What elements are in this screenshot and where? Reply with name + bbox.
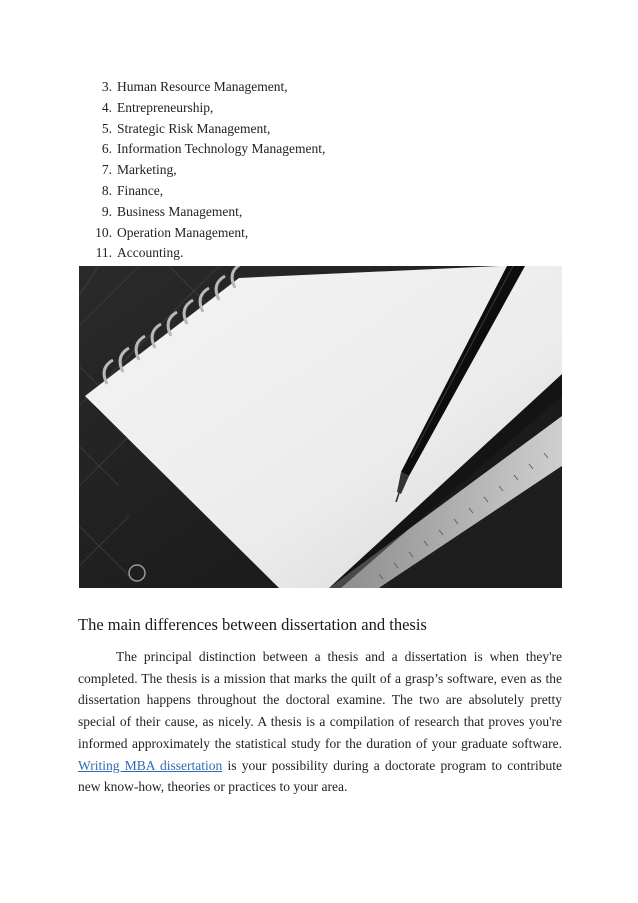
list-item-number: 5.	[101, 120, 112, 136]
numbered-list	[78, 77, 478, 264]
list-item-number: 8.	[101, 182, 112, 198]
list-item	[78, 139, 478, 160]
list-item-number: 4.	[101, 99, 112, 115]
list-item	[78, 181, 478, 202]
list-item	[78, 119, 478, 140]
list-item	[78, 98, 478, 119]
section-heading: The main differences between dissertation and thesis	[78, 615, 427, 634]
list-item	[78, 243, 478, 264]
list-item-text: Business Management,	[117, 203, 243, 219]
list-item-number: 7.	[101, 162, 112, 178]
notebook-pen-illustration	[79, 266, 562, 588]
list-item	[78, 77, 478, 98]
list-item-number: 11.	[95, 245, 112, 261]
paragraph-text: The principal distinction between a thesis and a dissertation is when they're completed. The thesis is a mission that marks the quilt of a grasp’s software, even as the dissertation happens throughout the doctoral examine. The two are absolutely pretty special of their cause, as nicely. A thesis is a compilation of research that proves you're informed approximately the statistical study for the duration of your graduate software.	[78, 649, 562, 751]
list-item-text: Marketing,	[117, 162, 177, 178]
list-item-number: 10.	[95, 224, 112, 240]
list-item	[78, 160, 478, 181]
list-item-text: Human Resource Management,	[117, 79, 288, 94]
list-item-text: Accounting.	[117, 245, 184, 261]
writing-mba-dissertation-link[interactable]: Writing MBA dissertation	[78, 757, 223, 773]
list-item	[78, 223, 478, 244]
list-item-text: Strategic Risk Management,	[117, 120, 271, 136]
list-item-text: Entrepreneurship,	[117, 99, 214, 115]
notebook-pen-photo	[79, 266, 562, 588]
list-item-text: Operation Management,	[117, 224, 249, 240]
list-item-text: Information Technology Management,	[117, 141, 326, 157]
body-paragraph	[78, 646, 562, 798]
list-item	[78, 202, 478, 223]
list-item-number: 3.	[101, 79, 112, 94]
list-item-text: Finance,	[117, 182, 164, 198]
list-item-number: 9.	[101, 203, 112, 219]
list-item-number: 6.	[101, 141, 112, 157]
paragraph-text-end: is your possibility during a doctorate program to contribute new know-how, theories or practices to your area.	[78, 757, 562, 795]
